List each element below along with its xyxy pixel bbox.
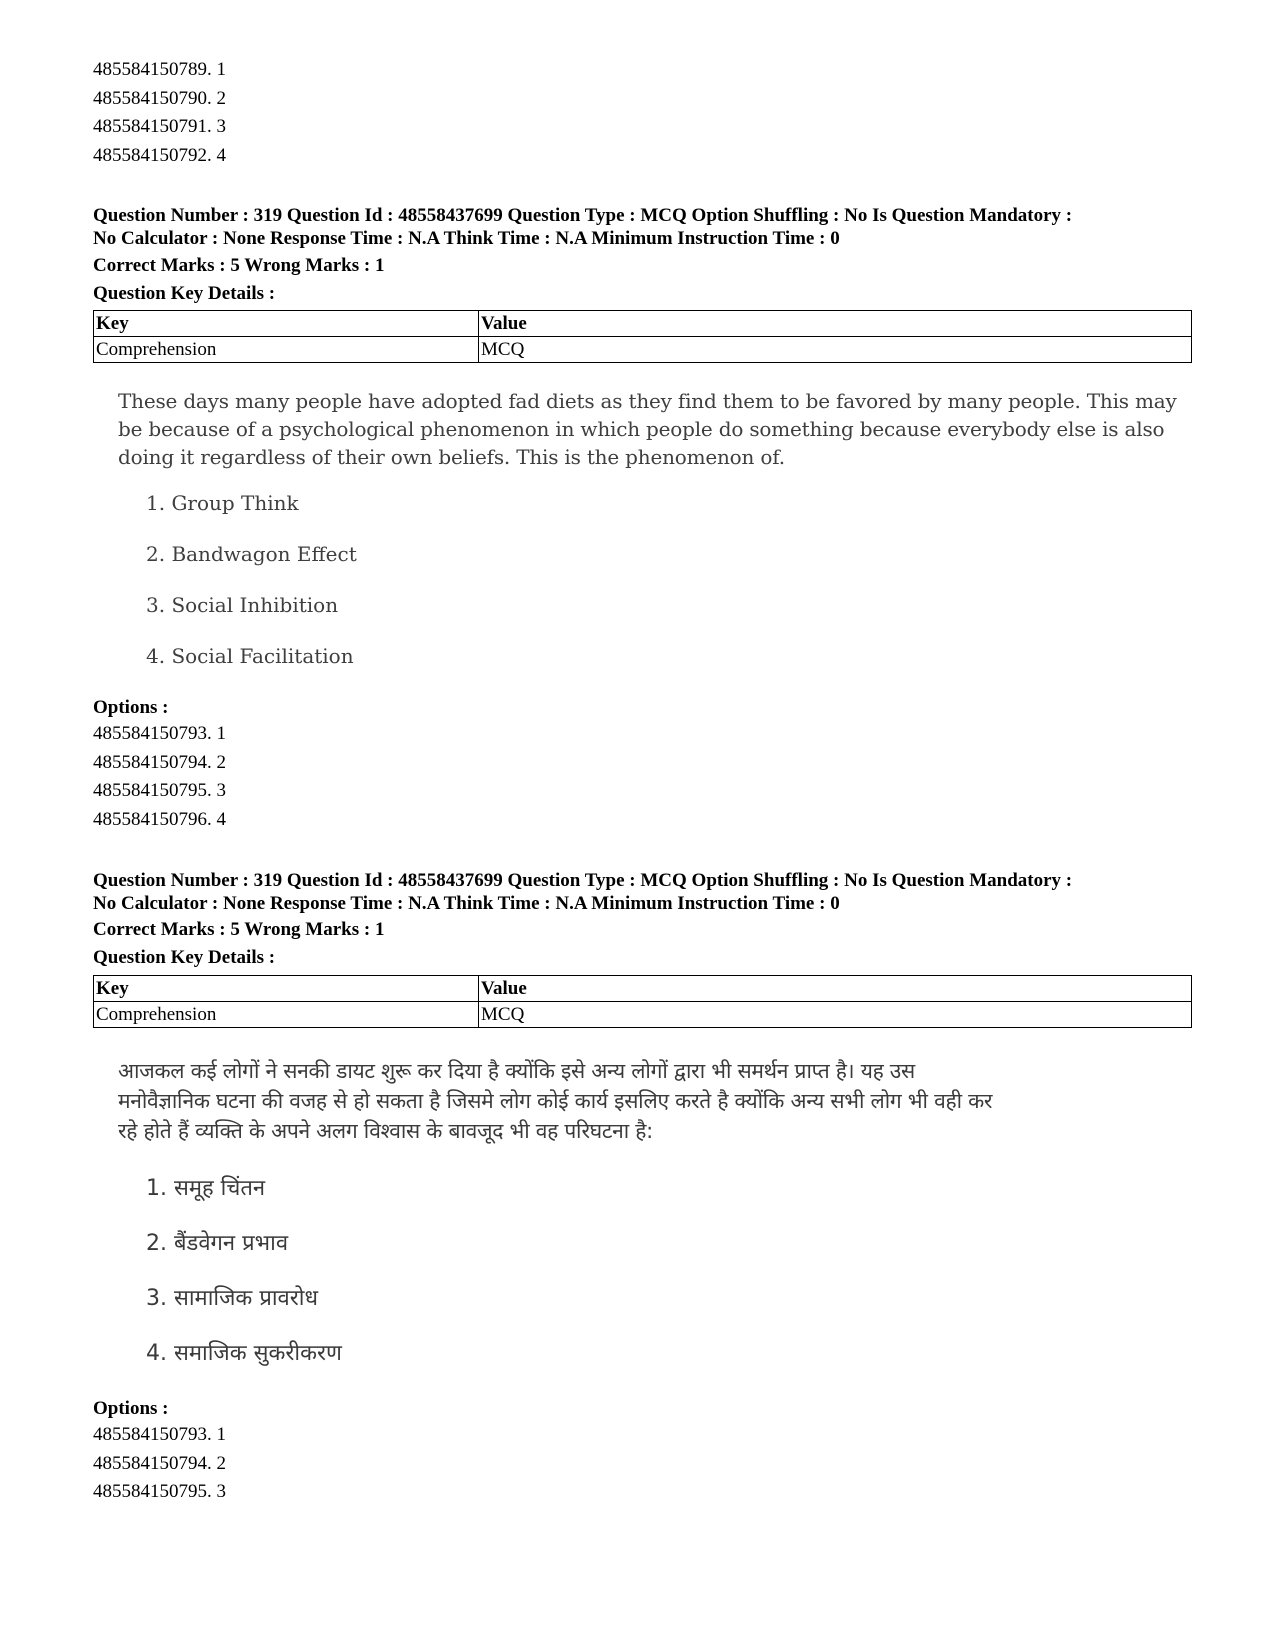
options-list bbox=[93, 720, 1193, 834]
question-stem-line: आजकल कई लोगों ने सनकी डायट शुरू कर दिया है क्योंकि इसे अन्य लोगों द्वारा भी समर्थन प्राप्त है। यह उस bbox=[118, 1059, 915, 1083]
option-line: 485584150791. 3 bbox=[93, 116, 226, 137]
option-line: 485584150793. 1 bbox=[93, 1424, 226, 1445]
question-meta-line-1: Question Number : 319 Question Id : 48558437699 Question Type : MCQ Option Shuffling : No Is Question Mandatory : bbox=[93, 205, 1073, 226]
table-header-value: Value bbox=[479, 311, 1192, 337]
question-header bbox=[93, 869, 1213, 915]
choice-item: 2. बैंडवेगन प्रभाव bbox=[146, 1231, 289, 1256]
table-row bbox=[94, 1002, 1192, 1028]
options-label: Options : bbox=[93, 697, 169, 718]
choice-item: 1. समूह चिंतन bbox=[146, 1176, 266, 1201]
question-stem-line: मनोवैज्ञानिक घटना की वजह से हो सकता है जिसमे लोग कोई कार्य इसलिए करते है क्योंकि अन्य सभी लोग भी वही कर bbox=[118, 1089, 993, 1113]
key-details-label: Question Key Details : bbox=[93, 283, 276, 304]
question-meta-line-2: No Calculator : None Response Time : N.A Think Time : N.A Minimum Instruction Time : 0 bbox=[93, 228, 840, 249]
table-row bbox=[94, 337, 1192, 363]
option-line: 485584150792. 4 bbox=[93, 144, 226, 166]
choice-item: 2. Bandwagon Effect bbox=[146, 542, 357, 566]
table-cell-value: MCQ bbox=[479, 1002, 1192, 1028]
marks-line: Correct Marks : 5 Wrong Marks : 1 bbox=[93, 255, 385, 276]
option-line: 485584150794. 2 bbox=[93, 1452, 226, 1474]
table-cell-value: MCQ bbox=[479, 337, 1192, 363]
options-list bbox=[93, 1421, 1193, 1507]
option-line: 485584150789. 1 bbox=[93, 59, 226, 80]
choice-item: 3. सामाजिक प्रावरोध bbox=[146, 1286, 318, 1311]
question-header bbox=[93, 204, 1213, 250]
options-label: Options : bbox=[93, 1398, 169, 1419]
choice-item: 3. Social Inhibition bbox=[146, 593, 339, 617]
table-header-key: Key bbox=[94, 976, 479, 1002]
key-details-table bbox=[93, 975, 1192, 1028]
option-line: 485584150795. 3 bbox=[93, 780, 226, 801]
key-details-label: Question Key Details : bbox=[93, 947, 276, 968]
option-line: 485584150793. 1 bbox=[93, 723, 226, 744]
table-header-value: Value bbox=[479, 976, 1192, 1002]
table-cell-key: Comprehension bbox=[94, 1002, 479, 1028]
table-header-key: Key bbox=[94, 311, 479, 337]
option-line: 485584150790. 2 bbox=[93, 87, 226, 109]
table-header-row bbox=[94, 976, 1192, 1002]
question-image bbox=[118, 1056, 1178, 1376]
question-stem-line: रहे होते हैं व्यक्ति के अपने अलग विश्वास के बावजूद भी वह परिघटना है: bbox=[118, 1119, 653, 1143]
question-stem: These days many people have adopted fad diets as they find them to be favored by many people. This may be because of a psychological phenomenon in which people do something because everybody else is also doing it regardless of their own beliefs. This is the phenomenon of. bbox=[118, 389, 1177, 469]
question-image bbox=[118, 387, 1178, 687]
option-line: 485584150795. 3 bbox=[93, 1481, 226, 1502]
choice-item: 4. समाजिक सुकरीकरण bbox=[146, 1341, 342, 1366]
table-header-row bbox=[94, 311, 1192, 337]
option-line: 485584150794. 2 bbox=[93, 751, 226, 773]
previous-options-list bbox=[93, 56, 1193, 170]
choice-item: 4. Social Facilitation bbox=[146, 644, 354, 668]
key-details-table bbox=[93, 310, 1192, 363]
question-meta-line-2: No Calculator : None Response Time : N.A Think Time : N.A Minimum Instruction Time : 0 bbox=[93, 893, 840, 914]
question-meta-line-1: Question Number : 319 Question Id : 48558437699 Question Type : MCQ Option Shuffling : No Is Question Mandatory : bbox=[93, 870, 1073, 891]
table-cell-key: Comprehension bbox=[94, 337, 479, 363]
choice-item: 1. Group Think bbox=[146, 491, 299, 515]
option-line: 485584150796. 4 bbox=[93, 808, 226, 830]
marks-line: Correct Marks : 5 Wrong Marks : 1 bbox=[93, 919, 385, 940]
